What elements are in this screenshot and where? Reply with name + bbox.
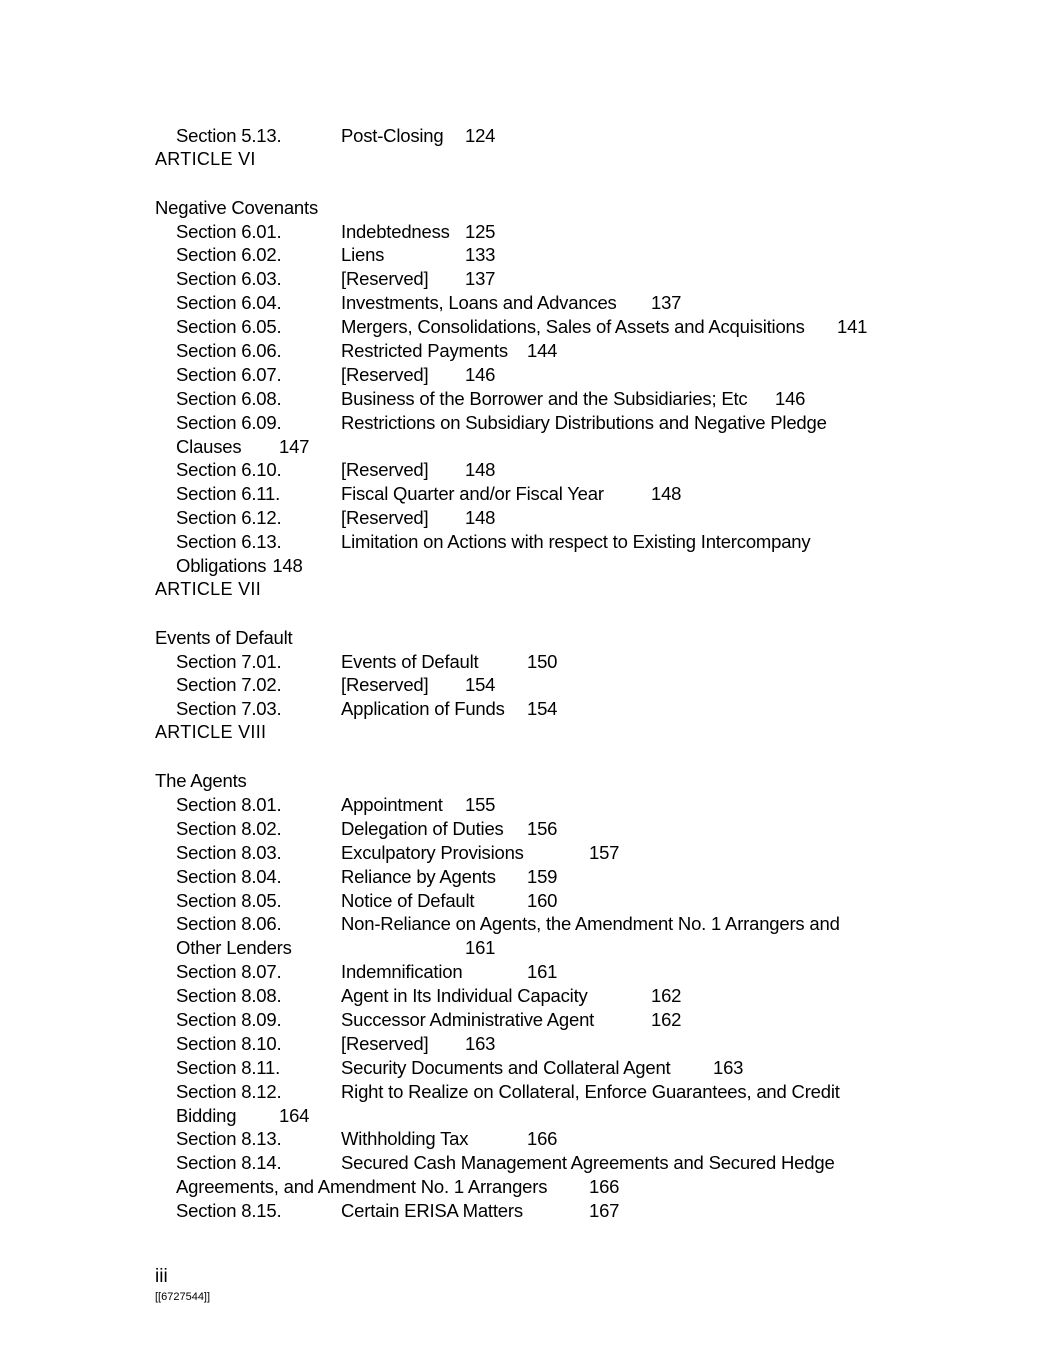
page-reference[interactable]: 163 [713,1056,744,1078]
table-of-contents [0,124,1055,1223]
section-title[interactable]: Right to Realize on Collateral, Enforce Guarantees, and Credit [341,1080,840,1102]
section-title[interactable]: [Reserved] [341,459,429,481]
section-number[interactable]: Section 8.14. [176,1152,282,1174]
article-subject-text: Events of Default [155,626,293,648]
page-reference[interactable]: 159 [527,865,558,887]
section-number[interactable]: Section 8.01. [176,793,282,815]
toc-entry [0,243,1055,267]
toc-entry [0,1151,1055,1175]
page-reference[interactable]: 148 [465,459,496,481]
toc-entry [0,124,1055,148]
toc-entry [0,1199,1055,1223]
toc-entry [0,912,1055,936]
section-number[interactable]: Section 7.01. [176,650,282,672]
section-title[interactable]: Non-Reliance on Agents, the Amendment No. 1 Arrangers and [341,913,840,935]
section-number[interactable]: Section 8.07. [176,961,282,983]
page-reference[interactable]: 157 [589,841,620,863]
section-number[interactable]: Section 7.03. [176,698,282,720]
article-subject [0,769,1055,793]
article-heading [0,721,1055,745]
section-title[interactable]: [Reserved] [341,268,429,290]
section-title[interactable]: Events of Default [341,650,479,672]
section-number[interactable]: Section 8.10. [176,1032,282,1054]
section-number[interactable]: Section 8.08. [176,985,282,1007]
section-title[interactable]: Appointment [341,793,443,815]
page-reference[interactable]: 125 [465,220,496,242]
section-title-continued[interactable]: Other Lenders [176,937,292,959]
section-number[interactable]: Section 6.03. [176,268,282,290]
section-title-continued[interactable]: Clauses [176,435,242,457]
section-number[interactable]: Section 6.02. [176,244,282,266]
section-number[interactable]: Section 6.01. [176,220,282,242]
toc-entry [0,267,1055,291]
page-reference[interactable]: 164 [279,1104,310,1126]
toc-entry [0,1008,1055,1032]
toc-entry [0,530,1055,554]
section-title-continued[interactable]: Bidding [176,1104,237,1126]
section-number[interactable]: Section 8.05. [176,889,282,911]
article-title: ARTICLE VI [155,148,256,169]
toc-entry [0,339,1055,363]
section-title[interactable]: Security Documents and Collateral Agent [341,1056,671,1078]
page-reference[interactable]: 150 [527,650,558,672]
section-title[interactable]: Business of the Borrower and the Subsidiaries; Etc [341,387,748,409]
section-title[interactable]: Post-Closing [341,125,444,146]
toc-entry [0,889,1055,913]
toc-entry-continuation [0,936,1055,960]
toc-entry [0,458,1055,482]
page-reference[interactable]: 147 [279,435,310,457]
section-number[interactable]: Section 6.09. [176,411,282,433]
section-number[interactable]: Section 6.11. [176,483,281,505]
article-subject-text: Negative Covenants [155,196,318,218]
section-number[interactable]: Section 6.10. [176,459,282,481]
toc-entry [0,817,1055,841]
toc-entry-continuation [0,1175,1055,1199]
toc-entry [0,841,1055,865]
section-title-continued[interactable]: Agreements, and Amendment No. 1 Arrangers [176,1176,548,1198]
page-reference[interactable]: 166 [589,1176,620,1198]
section-number[interactable]: Section 6.07. [176,363,282,385]
page-reference[interactable]: 154 [465,674,496,696]
toc-entry [0,220,1055,244]
toc-entry [0,673,1055,697]
section-title[interactable]: Certain ERISA Matters [341,1200,523,1222]
article-title: ARTICLE VIII [155,722,267,743]
toc-entry [0,291,1055,315]
toc-entry-continuation [0,435,1055,459]
page-reference[interactable]: 146 [465,363,496,385]
section-title[interactable]: Withholding Tax [341,1128,469,1150]
blank-line [0,745,1055,769]
section-title[interactable]: Exculpatory Provisions [341,841,524,863]
section-title[interactable]: [Reserved] [341,1032,429,1054]
section-title-continued[interactable]: Obligations [176,555,267,577]
page-reference[interactable]: 161 [465,937,496,959]
section-number[interactable]: Section 8.09. [176,1008,282,1030]
toc-entry [0,387,1055,411]
page-reference[interactable]: 124 [465,125,496,146]
toc-entry-continuation [0,554,1055,578]
section-number[interactable]: Section 6.08. [176,387,282,409]
section-title[interactable]: Indebtedness [341,220,450,242]
section-title[interactable]: [Reserved] [341,507,429,529]
page-reference[interactable]: 148 [272,555,303,577]
page-reference[interactable]: 155 [465,793,496,815]
section-number[interactable]: Section 5.13. [176,125,282,146]
toc-entry [0,1127,1055,1151]
page-reference[interactable]: 133 [465,244,496,266]
section-title[interactable]: Fiscal Quarter and/or Fiscal Year [341,483,604,505]
toc-entry [0,506,1055,530]
section-title[interactable]: Limitation on Actions with respect to Existing Intercompany [341,531,811,553]
blank-line [0,602,1055,626]
section-number[interactable]: Section 8.04. [176,865,282,887]
page-reference[interactable]: 144 [527,340,558,362]
toc-entry [0,315,1055,339]
section-title[interactable]: Successor Administrative Agent [341,1008,595,1030]
page-reference[interactable]: 141 [837,316,868,338]
page-reference[interactable]: 163 [465,1032,496,1054]
toc-entry [0,650,1055,674]
section-title[interactable]: [Reserved] [341,674,429,696]
toc-entry [0,1032,1055,1056]
section-title[interactable]: Investments, Loans and Advances [341,292,617,314]
toc-entry-continuation [0,1104,1055,1128]
toc-entry [0,793,1055,817]
page-reference[interactable]: 156 [527,817,558,839]
toc-entry [0,482,1055,506]
section-title[interactable]: Indemnification [341,961,463,983]
section-number[interactable]: Section 6.06. [176,340,282,362]
article-title: ARTICLE VII [155,578,262,599]
section-number[interactable]: Section 8.15. [176,1200,282,1222]
page-reference[interactable]: 148 [651,483,682,505]
section-number[interactable]: Section 8.11. [176,1056,281,1078]
page-reference[interactable]: 162 [651,985,682,1007]
toc-entry [0,865,1055,889]
page-reference[interactable]: 146 [775,387,806,409]
page-reference[interactable]: 154 [527,698,558,720]
section-title[interactable]: Liens [341,244,385,266]
section-title[interactable]: Restrictions on Subsidiary Distributions and Negative Pledge [341,411,827,433]
page-reference[interactable]: 166 [527,1128,558,1150]
page-reference[interactable]: 137 [465,268,496,290]
page-reference[interactable]: 137 [651,292,682,314]
page-reference[interactable]: 167 [589,1200,620,1222]
page-reference[interactable]: 161 [527,961,558,983]
page-number: iii [155,1266,168,1287]
section-title[interactable]: Notice of Default [341,889,475,911]
page-reference[interactable]: 160 [527,889,558,911]
article-heading [0,578,1055,602]
section-number[interactable]: Section 8.02. [176,817,282,839]
toc-entry [0,411,1055,435]
section-number[interactable]: Section 8.06. [176,913,282,935]
document-id: [[6727544]] [155,1291,211,1303]
section-number[interactable]: Section 8.03. [176,841,282,863]
article-subject-text: The Agents [155,770,247,792]
article-subject [0,626,1055,650]
toc-entry [0,363,1055,387]
section-number[interactable]: Section 8.12. [176,1080,282,1102]
section-number[interactable]: Section 6.04. [176,292,282,314]
toc-entry [0,960,1055,984]
article-heading [0,148,1055,172]
section-number[interactable]: Section 8.13. [176,1128,282,1150]
section-title[interactable]: Secured Cash Management Agreements and Secured Hedge [341,1152,835,1174]
section-title[interactable]: Application of Funds [341,698,505,720]
toc-entry [0,1080,1055,1104]
section-title[interactable]: Restricted Payments [341,340,508,362]
toc-entry [0,697,1055,721]
section-title[interactable]: Delegation of Duties [341,817,504,839]
page-reference[interactable]: 148 [465,507,496,529]
section-number[interactable]: Section 7.02. [176,674,282,696]
section-title[interactable]: Agent in Its Individual Capacity [341,985,588,1007]
section-title[interactable]: Mergers, Consolidations, Sales of Assets and Acquisitions [341,316,805,338]
blank-line [0,172,1055,196]
section-number[interactable]: Section 6.13. [176,531,282,553]
page-reference[interactable]: 162 [651,1008,682,1030]
section-number[interactable]: Section 6.05. [176,316,282,338]
section-title[interactable]: [Reserved] [341,363,429,385]
article-subject [0,196,1055,220]
section-title[interactable]: Reliance by Agents [341,865,496,887]
toc-entry [0,1056,1055,1080]
toc-entry [0,984,1055,1008]
section-number[interactable]: Section 6.12. [176,507,282,529]
